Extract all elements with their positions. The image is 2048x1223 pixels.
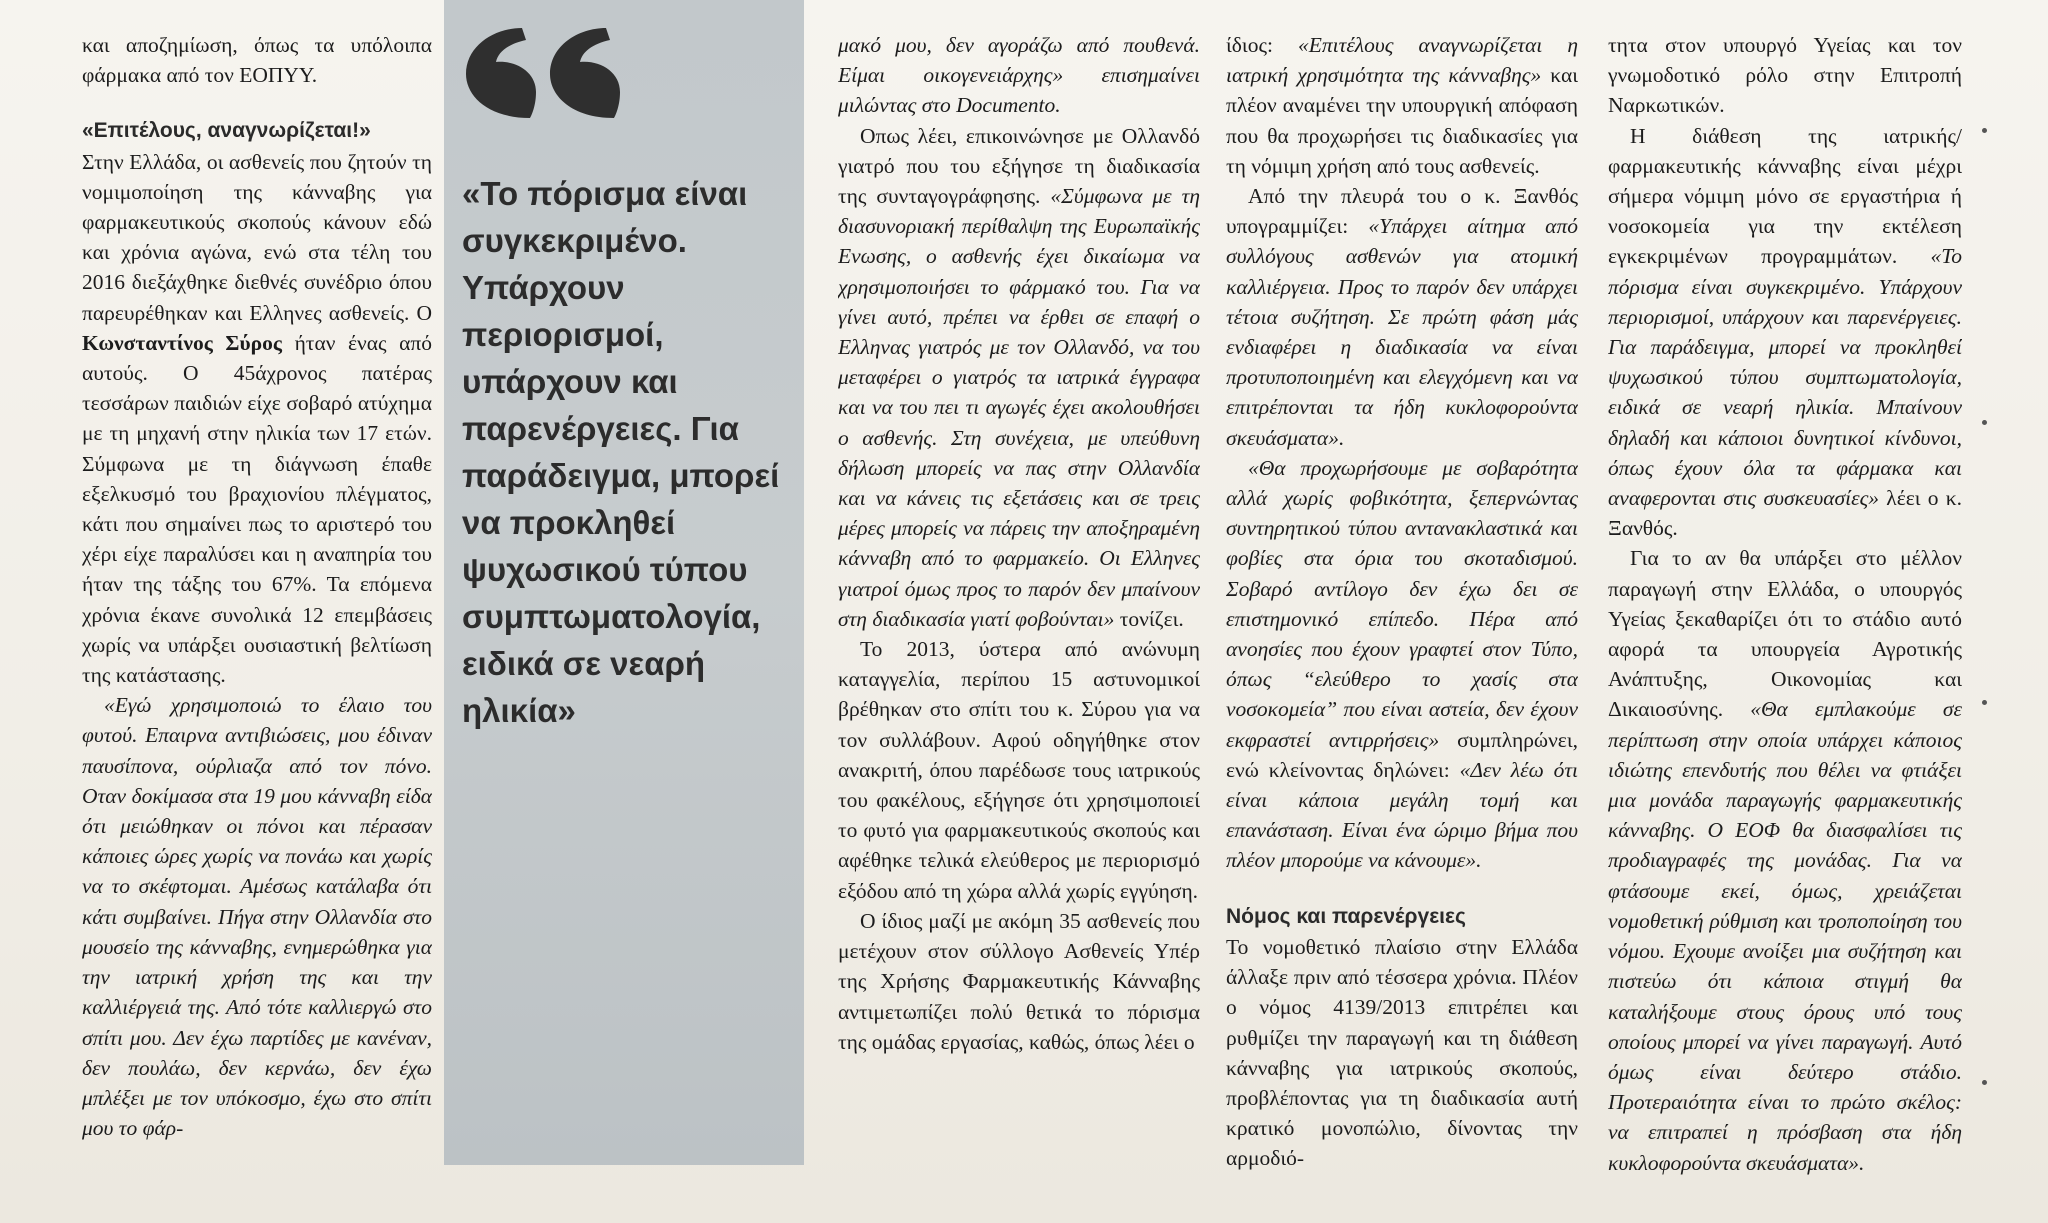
column1-paragraph-2 — [82, 690, 432, 1143]
column4-paragraph-0 — [1226, 30, 1578, 181]
column3-para1-text-a: Οπως λέει, επικοινώνησε με Ολλανδό γιατρό που του εξήγησε τη διαδικασία της συνταγογράφησης. — [838, 123, 1200, 209]
article-column-5 — [1608, 30, 1962, 1203]
column3-paragraph-1 — [838, 121, 1200, 634]
column4-para0-quote: «Επιτέλους αναγνωρίζεται η ιατρική χρησιμότητα της κάνναβης» — [1226, 33, 1578, 88]
column5-para1-text-b: λέει ο κ. Ξανθός. — [1608, 486, 1962, 541]
column1-para1-text-b: ήταν ένας από αυτούς. Ο 45άχρονος πατέρας τεσσάρων παιδιών είχε σοβαρό ατύχημα με τη μηχανή στην ηλικία των 17 ετών. Σύμφωνα με τη διάγνωση έπαθε εξελκυσμό του βραχιονίου πλέγματος, κάτι που σημαίνει πως το αριστερό του χέρι είχε παραλύσει και η αναπηρία του ήταν της τάξης του 67%. Τα επόμενα χρόνια έκανε συνολικά 12 επεμβάσεις χωρίς να υπάρξει ουσιαστική βελτίωση της κατάστασης. — [82, 330, 432, 688]
column3-paragraph-0 — [838, 30, 1200, 121]
article-column-3 — [838, 30, 1200, 1203]
column4-para0-text-a: ίδιος: — [1226, 33, 1299, 57]
xanthos-quote-2: «Θα προχωρήσουμε με σοβαρότητα αλλά χωρίς φοβικότητα, ξεπερνώντας συντηρητικού τύπου αντανακλαστικά και φοβίες στα όρια του σκοταδισμού. Σοβαρό αντίλογο δεν έχω δει σε επιστημονικό επίπεδο. Πέρα από ανοησίες που έχουν γραφτεί στον Τύπο, όπως “ελεύθερο το χασίς στα νοσοκομεία” που είναι αστεία, δεν έχουν εκφραστεί αντιρρήσεις» — [1226, 455, 1578, 752]
column5-paragraph-2 — [1608, 543, 1962, 1177]
column4-para2-text-b: συμπληρώνει, ενώ κλείνοντας δηλώνει: — [1226, 727, 1578, 782]
column3-paragraph-2: Το 2013, ύστερα από ανώνυμη καταγγελία, περίπου 15 αστυνομικοί βρέθηκαν στο σπίτι του κ. Σύρου για να τον συλλάβουν. Αφού οδηγήθηκε στον ανακριτή, όπου παρέδωσε τους ιατρικούς του φακέλους, εξήγησε ότι χρησιμοποιεί το φυτό για φαρμακευτικούς σκοπούς και αφέθηκε τελικά ελεύθερος με περιορισμό εξόδου από τη χώρα αλλά χωρίς εγγύηση. — [838, 637, 1200, 903]
subhead-law-and-side-effects: Νόμος και παρενέργειες — [1226, 904, 1466, 928]
xanthos-quote-5: «Θα εμπλακούμε σε περίπτωση στην οποία υπάρχει κάποιος ιδιώτης επενδυτής που θέλει να φτιάξει μια μονάδα παραγωγής φαρμακευτικής κάνναβης. Ο ΕΟΦ θα διασφαλίσει τις προδιαγραφές της μονάδας. Για να φτάσουμε εκεί, όμως, χρειάζεται νομοθετική ρύθμιση και τροποποίηση του νόμου. Εχουμε ανοίξει μια συζήτηση και πιστεύω ότι κάποια στιγμή θα καταλήξουμε στους όρους υπό τους οποίους μπορεί να γίνει παραγωγή. Αυτό όμως είναι δεύτερο στάδιο. Προτεραιότητα είναι το πρώτο σκέλος: να επιτραπεί η πρόσβαση στα ήδη κυκλοφορούντα σκευάσματα». — [1608, 697, 1962, 1175]
margin-dot — [1982, 700, 1987, 705]
column5-para1-text-a: Η διάθεση της ιατρικής/φαρμακευτικής κάνναβης είναι μέχρι σήμερα νόμιμη μόνο σε εργαστήρια ή νοσοκομεία για την εκτέλεση εγκεκριμένων προγραμμάτων. — [1608, 123, 1962, 269]
column3-para0-quote: μακό μου, δεν αγοράζω από πουθενά. Είμαι οικογενειάρχης» επισημαίνει μιλώντας στο Documento. — [838, 33, 1200, 118]
column3-paragraph-3: Ο ίδιος μαζί με ακόμη 35 ασθενείς που μετέχουν στον σύλλογο Ασθενείς Υπέρ της Χρήσης Φαρμακευτικής Κάνναβης αντιμετωπίζει πολύ θετικά το πόρισμα της ομάδας εργασίας, καθώς, όπως λέει ο — [838, 908, 1200, 1054]
column4-para0-text-b: και πλέον αναμένει την υπουργική απόφαση που θα προχωρήσει τις διαδικασίες για τη νόμιμη χρήση από τους ασθενείς. — [1226, 63, 1578, 178]
article-column-1 — [82, 30, 432, 1203]
xanthos-quote-3: «Δεν λέω ότι είναι κάποια μεγάλη τομή και επανάσταση. Είναι ένα ώριμο βήμα που πλέον μπορούμε να κάνουμε». — [1226, 757, 1578, 873]
column5-para2-text-a: Για το αν θα υπάρξει στο μέλλον παραγωγή στην Ελλάδα, ο υπουργός Υγείας ξεκαθαρίζει ότι το στάδιο αυτό αφορά τα υπουργεία Αγροτικής Ανάπτυξης, Οικονομίας και Δικαιοσύνης. — [1608, 546, 1962, 722]
column3-para1-text-b: τονίζει. — [1114, 606, 1184, 631]
column4-paragraph-1 — [1226, 181, 1578, 453]
dutch-doctor-quote: «Σύμφωνα με τη διασυνοριακή περίθαλψη της Ευρωπαϊκής Ενωσης, ο ασθενής έχει δικαίωμα να χρησιμοποιήσει το φάρμακό του. Για να γίνει αυτό, πρέπει να έρθει σε επαφή ο Ελληνας γιατρός με τον Ολλανδό, να του μεταφέρει ο γιατρός τα ιατρικά έγγραφα και να του πει τι αγωγές έχει ακολουθήσει ο ασθενής. Στη συνέχεια, με υπεύθυνη δήλωση μπορείς να πας στην Ολλανδία και να κάνεις τις εξετάσεις και σε τρεις μέρες μπορείς να πάρεις την αποξηραμένη κάνναβη από το φαρμακείο. Οι Ελληνες γιατροί όμως προς το παρόν δεν μπαίνουν στη διαδικασία γιατί φοβούνται» — [838, 184, 1200, 631]
column5-paragraph-1 — [1608, 121, 1962, 544]
column1-paragraph-1 — [82, 147, 432, 691]
column1-para1-text-a: Στην Ελλάδα, οι ασθενείς που ζητούν τη νομιμοποίηση της κάνναβης για φαρμακευτικούς σκοπούς κάνουν εδώ και χρόνια αγώνα, ενώ στα τέλη του 2016 διεξάχθηκε διεθνές συνέδριο όπου παρευρέθηκαν και Ελληνες ασθενείς. Ο — [82, 149, 432, 325]
column4-para1-text-a: Από την πλευρά του ο κ. Ξανθός υπογραμμίζει: — [1226, 184, 1578, 239]
pull-quote-text: «Το πόρισμα είναι συγκεκριμένο. Υπάρχουν περιορισμοί, υπάρχουν και παρενέργειες. Για παράδειγμα, μπορεί να προκληθεί ψυχωσικού τύπου συμπτωματολογία, ειδικά σε νεαρή ηλικία» — [462, 175, 780, 729]
quotation-mark-icon — [460, 20, 630, 130]
margin-dot — [1982, 1080, 1987, 1085]
column4-paragraph-3: Το νομοθετικό πλαίσιο στην Ελλάδα άλλαξε πριν από τέσσερα χρόνια. Πλέον ο νόμος 4139/2013 επιτρέπει και ρυθμίζει την παραγωγή και τη διάθεση κάνναβης για ιατρικούς σκοπούς, προβλέποντας για τη διαδικασία αυτή κρατικό μονοπώλιο, δίνοντας την αρμοδιό- — [1226, 934, 1578, 1171]
xanthos-quote-4: «Το πόρισμα είναι συγκεκριμένο. Υπάρχουν περιορισμοί, υπάρχουν και παρενέργειες. Για παράδειγμα, μπορεί να προκληθεί ψυχωσικού τύπου συμπτωματολογία, ειδικά σε νεαρή ηλικία. Μπαίνουν δηλαδή και κάποιοι δυνητικοί κίνδυνοι, όπως έχουν όλα τα φάρμακα και αναφερονται στις συσκευασίες» — [1608, 244, 1962, 511]
margin-dot — [1982, 420, 1987, 425]
column5-paragraph-0: τητα στον υπουργό Υγείας και τον γνωμοδοτικό ρόλο στην Επιτροπή Ναρκωτικών. — [1608, 33, 1962, 118]
margin-dot — [1982, 128, 1987, 133]
column1-top-lines: και αποζημίωση, όπως τα υπόλοιπα φάρμακα από τον ΕΟΠΥΥ. — [82, 33, 432, 88]
person-name-syros: Κωνσταντίνος Σύρος — [82, 330, 282, 355]
subhead-finally-recognized: «Επιτέλους, αναγνωρίζεται!» — [82, 119, 371, 143]
syros-quote: «Εγώ χρησιμοποιώ το έλαιο του φυτού. Επαιρνα αντιβιώσεις, μου έδιναν παυσίπονα, ούρλιαζα από τον πόνο. Οταν δοκίμασα στα 19 μου κάνναβη είδα ότι μειώθηκαν οι πόνοι και πέρασαν κάποιες ώρες χωρίς να πονάω και χωρίς να το σκέφτομαι. Αμέσως κατάλαβα ότι κάτι συμβαίνει. Πήγα στην Ολλανδία στο μουσείο της κάνναβης, ενημερώθηκα για την ιατρική χρήση της και την καλλιέργειά της. Από τότε καλλιεργώ στο σπίτι μου. Δεν έχω παρτίδες με κανέναν, δεν πουλάω, δεν κερνάω, δεν έχω μπλέξει με τον υπόκοσμο, έχω στο σπίτι μου το φάρ- — [82, 693, 432, 1141]
column4-paragraph-2 — [1226, 453, 1578, 876]
xanthos-quote-1: «Υπάρχει αίτημα από συλλόγους ασθενών για ατομική καλλιέργεια. Προς το παρόν δεν υπάρχει τέτοια συζήτηση. Σε πρώτη φάση μάς ενδιαφέρει η διαδικασία να είναι προτυποποιημένη και ελεγχόμενη και να επιτρέπονται τα ήδη κυκλοφορούντα σκευάσματα». — [1226, 214, 1578, 450]
article-column-4 — [1226, 30, 1578, 1203]
